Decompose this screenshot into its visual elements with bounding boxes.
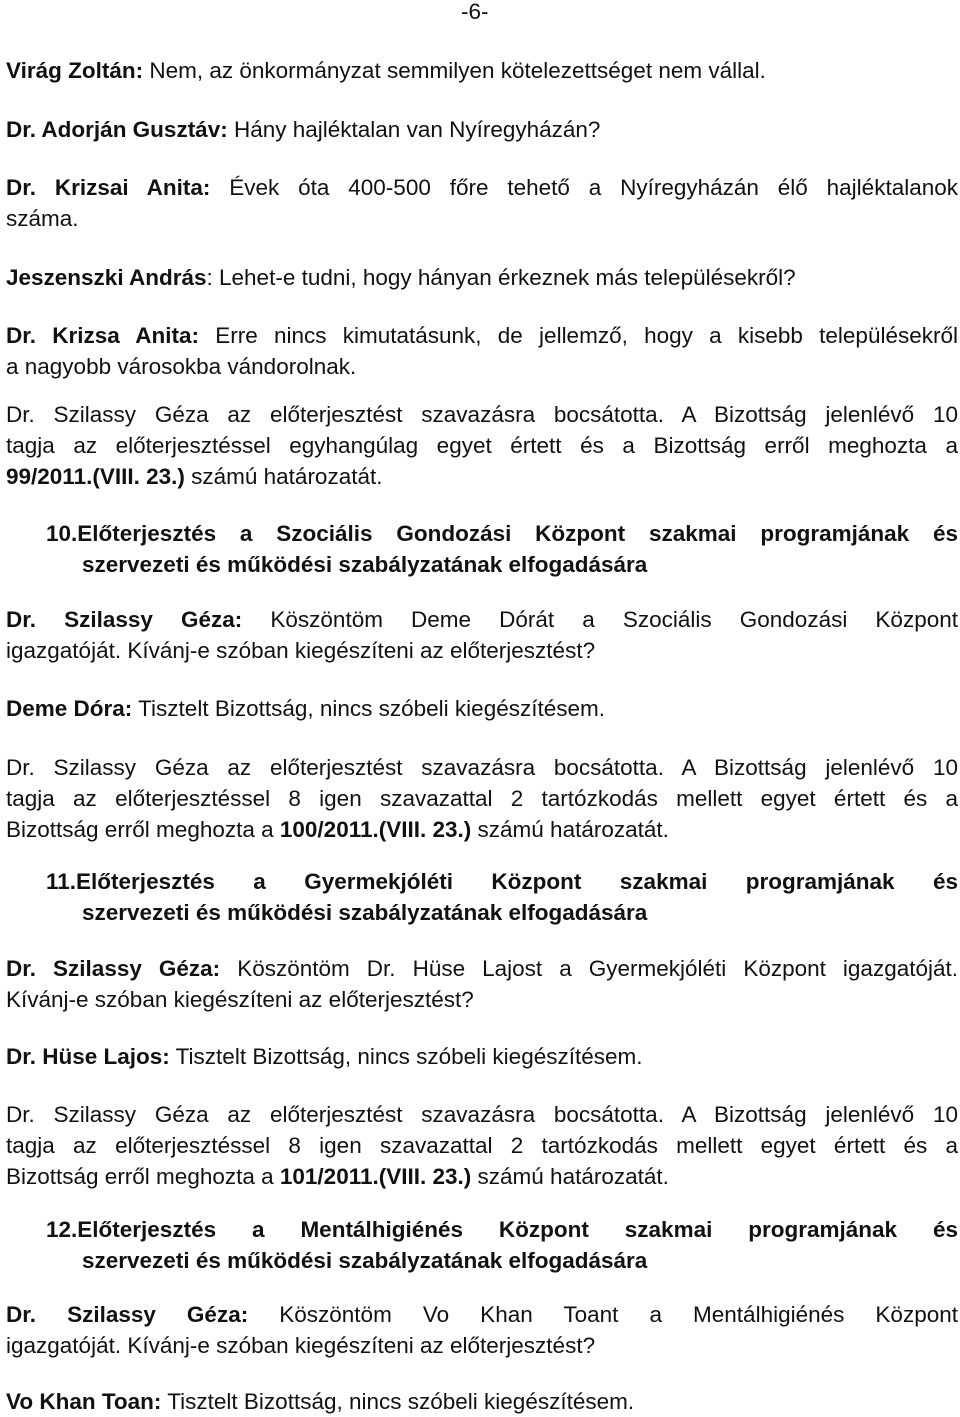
paragraph-szilassy-deme (6, 604, 958, 666)
resolution-number: 99/2011.(VIII. 23.) (6, 464, 185, 489)
statement-text: Tisztelt Bizottság, nincs szóbeli kiegészítésem. (161, 1389, 635, 1414)
paragraph-virag (6, 55, 958, 86)
vote-text: Dr. Szilassy Géza az előterjesztést szavazásra bocsátotta. A Bizottság jelenlévő 10 (6, 1102, 958, 1127)
vote-text: számú határozatát. (471, 1164, 669, 1189)
speaker-name: Dr. Adorján Gusztáv: (6, 117, 228, 142)
paragraph-krizsa (6, 320, 958, 382)
paragraph-szilassy-huse (6, 953, 958, 1015)
statement-text: Köszöntöm Deme Dórát a Szociális Gondozási Központ (242, 607, 958, 632)
agenda-number: 11. (46, 869, 77, 894)
paragraph-vote-99 (6, 399, 958, 492)
agenda-title: Előterjesztés a Gyermekjóléti Központ szakmai programjának és (76, 869, 958, 894)
speaker-name: Deme Dóra: (6, 696, 133, 721)
agenda-number: 10. (46, 521, 78, 546)
statement-text: Nem, az önkormányzat semmilyen kötelezettséget nem vállal. (143, 58, 766, 83)
page-number: -6- (461, 0, 489, 24)
paragraph-adorjan (6, 114, 958, 145)
statement-text: Tisztelt Bizottság, nincs szóbeli kiegészítésem. (169, 1044, 643, 1069)
paragraph-vote-100 (6, 752, 958, 845)
statement-text: Köszöntöm Dr. Hüse Lajost a Gyermekjóléti Központ igazgatóját. (220, 956, 958, 981)
statement-text-cont: igazgatóját. Kívánj-e szóban kiegészíteni az előterjesztést? (6, 638, 596, 663)
speaker-name: Vo Khan Toan: (6, 1389, 162, 1414)
speaker-name: Virág Zoltán: (6, 58, 144, 83)
vote-text: Bizottság erről meghozta a (6, 817, 280, 842)
statement-text-cont: a nagyobb városokba vándorolnak. (6, 354, 357, 379)
vote-text: számú határozatát. (184, 464, 383, 489)
paragraph-krizsai (6, 172, 958, 234)
paragraph-deme (6, 693, 958, 724)
statement-text-cont: Kívánj-e szóban kiegészíteni az előterjesztést? (6, 987, 474, 1012)
speaker-name: Dr. Krizsai Anita: (6, 175, 211, 200)
agenda-item-10 (46, 518, 958, 580)
speaker-name: Dr. Krizsa Anita: (6, 323, 199, 348)
agenda-title-cont: szervezeti és működési szabályzatának elfogadására (82, 552, 648, 577)
paragraph-jeszenszki (6, 262, 958, 293)
speaker-name: Jeszenszki András (6, 265, 207, 290)
vote-text: tagja az előterjesztéssel 8 igen szavazattal 2 tartózkodás mellett egyet értett és a (6, 1133, 958, 1158)
vote-text: Dr. Szilassy Géza az előterjesztést szavazásra bocsátotta. A Bizottság jelenlévő 10 (6, 402, 958, 427)
speaker-name: Dr. Szilassy Géza: (6, 607, 243, 632)
agenda-number: 12. (46, 1217, 78, 1242)
agenda-title: Előterjesztés a Mentálhigiénés Központ szakmai programjának és (77, 1217, 958, 1242)
statement-text: : Lehet-e tudni, hogy hányan érkeznek más településekről? (206, 265, 796, 290)
paragraph-vo (6, 1386, 958, 1417)
agenda-title-cont: szervezeti és működési szabályzatának elfogadására (82, 1248, 648, 1273)
statement-text: Köszöntöm Vo Khan Toant a Mentálhigiénés Központ (248, 1302, 958, 1327)
vote-text: számú határozatát. (471, 817, 669, 842)
agenda-title-cont: szervezeti és működési szabályzatának elfogadására (82, 900, 648, 925)
agenda-item-11 (46, 866, 958, 928)
statement-text-cont: igazgatóját. Kívánj-e szóban kiegészíteni az előterjesztést? (6, 1333, 596, 1358)
statement-text: Erre nincs kimutatásunk, de jellemző, hogy a kisebb településekről (198, 323, 958, 348)
paragraph-huse (6, 1041, 958, 1072)
vote-text: tagja az előterjesztéssel egyhangúlag egyet értett és a Bizottság erről meghozta a (6, 433, 958, 458)
statement-text: Évek óta 400-500 főre tehető a Nyíregyházán élő hajléktalanok (210, 175, 958, 200)
resolution-number: 100/2011.(VIII. 23.) (279, 817, 472, 842)
statement-text: Hány hajléktalan van Nyíregyházán? (227, 117, 601, 142)
agenda-item-12 (46, 1214, 958, 1276)
speaker-name: Dr. Szilassy Géza: (6, 956, 221, 981)
vote-text: tagja az előterjesztéssel 8 igen szavazattal 2 tartózkodás mellett egyet értett és a (6, 786, 958, 811)
agenda-title: Előterjesztés a Szociális Gondozási Központ szakmai programjának és (77, 521, 958, 546)
vote-text: Bizottság erről meghozta a (6, 1164, 280, 1189)
speaker-name: Dr. Hüse Lajos: (6, 1044, 170, 1069)
vote-text: Dr. Szilassy Géza az előterjesztést szavazásra bocsátotta. A Bizottság jelenlévő 10 (6, 755, 958, 780)
speaker-name: Dr. Szilassy Géza: (6, 1302, 249, 1327)
paragraph-szilassy-vo (6, 1299, 958, 1361)
paragraph-vote-101 (6, 1099, 958, 1192)
statement-text-cont: száma. (6, 206, 79, 231)
statement-text: Tisztelt Bizottság, nincs szóbeli kiegészítésem. (132, 696, 605, 721)
resolution-number: 101/2011.(VIII. 23.) (279, 1164, 472, 1189)
